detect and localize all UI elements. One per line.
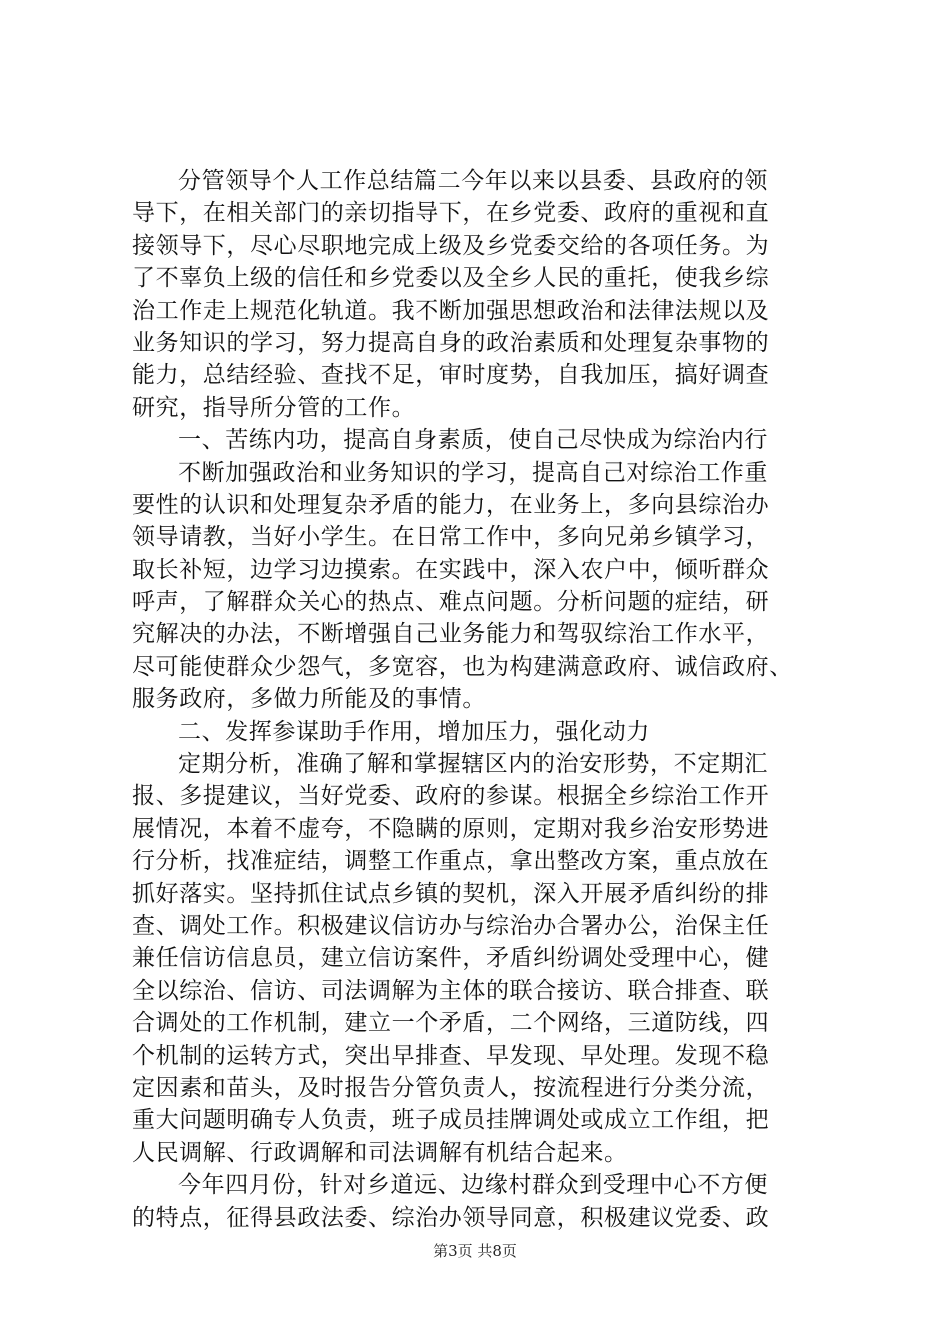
text-line: 抓好落实。坚持抓住试点乡镇的契机，深入开展矛盾纠纷的排 xyxy=(132,880,770,907)
text-line: 不断加强政治和业务知识的学习，提高自己对综治工作重 xyxy=(178,459,768,486)
text-line: 展情况，本着不虚夸，不隐瞒的原则，定期对我乡治安形势进 xyxy=(132,815,770,842)
text-line: 领导请教，当好小学生。在日常工作中，多向兄弟乡镇学习， xyxy=(132,524,770,551)
text-line: 二、发挥参谋助手作用，增加压力，强化动力 xyxy=(178,718,650,745)
text-line: 研究，指导所分管的工作。 xyxy=(132,394,416,421)
text-line: 人民调解、行政调解和司法调解有机结合起来。 xyxy=(132,1139,628,1166)
text-line: 定因素和苗头，及时报告分管负责人，按流程进行分类分流， xyxy=(132,1074,770,1101)
text-line: 分管领导个人工作总结篇二今年以来以县委、县政府的领 xyxy=(178,168,768,194)
page-footer: 第3页 共8页 xyxy=(433,1242,517,1260)
text-line: 能力，总结经验、查找不足，审时度势，自我加压，搞好调查 xyxy=(132,362,770,389)
text-line: 服务政府，多做力所能及的事情。 xyxy=(132,686,486,713)
text-line: 接领导下，尽心尽职地完成上级及乡党委交给的各项任务。为 xyxy=(132,232,770,259)
text-line: 业务知识的学习，努力提高自身的政治素质和处理复杂事物的 xyxy=(132,329,770,356)
text-line: 定期分析，准确了解和掌握辖区内的治安形势，不定期汇 xyxy=(178,751,768,778)
text-line: 治工作走上规范化轨道。我不断加强思想政治和法律法规以及 xyxy=(132,297,770,324)
document-body xyxy=(132,165,842,1234)
text-line: 今年四月份，针对乡道远、边缘村群众到受理中心不方便 xyxy=(178,1172,768,1199)
text-line: 取长补短，边学习边摸索。在实践中，深入农户中，倾听群众 xyxy=(132,556,770,583)
text-line: 呼声，了解群众关心的热点、难点问题。分析问题的症结，研 xyxy=(132,589,770,616)
text-line: 要性的认识和处理复杂矛盾的能力，在业务上，多向县综治办 xyxy=(132,491,770,518)
text-line: 重大问题明确专人负责，班子成员挂牌调处或成立工作组，把 xyxy=(132,1107,770,1134)
text-line: 行分析，找准症结，调整工作重点，拿出整改方案，重点放在 xyxy=(132,848,770,875)
text-line: 的特点，征得县政法委、综治办领导同意，积极建议党委、政 xyxy=(132,1204,770,1231)
text-line: 合调处的工作机制，建立一个矛盾，二个网络，三道防线，四 xyxy=(132,1010,770,1037)
text-line: 一、苦练内功，提高自身素质，使自己尽快成为综治内行 xyxy=(178,427,768,454)
text-line: 尽可能使群众少怨气，多宽容，也为构建满意政府、诚信政府、 xyxy=(132,653,793,680)
text-line: 兼任信访信息员，建立信访案件，矛盾纠纷调处受理中心，健 xyxy=(132,945,770,972)
text-line: 了不辜负上级的信任和乡党委以及全乡人民的重托，使我乡综 xyxy=(132,265,770,292)
text-line: 报、多提建议，当好党委、政府的参谋。根据全乡综治工作开 xyxy=(132,783,770,810)
text-line: 个机制的运转方式，突出早排查、早发现、早处理。发现不稳 xyxy=(132,1042,770,1069)
text-line: 导下，在相关部门的亲切指导下，在乡党委、政府的重视和直 xyxy=(132,200,770,227)
text-line: 查、调处工作。积极建议信访办与综治办合署办公，治保主任 xyxy=(132,912,770,939)
text-line: 究解决的办法，不断增强自己业务能力和驾驭综治工作水平， xyxy=(132,621,770,648)
text-line: 全以综治、信访、司法调解为主体的联合接访、联合排查、联 xyxy=(132,977,770,1004)
